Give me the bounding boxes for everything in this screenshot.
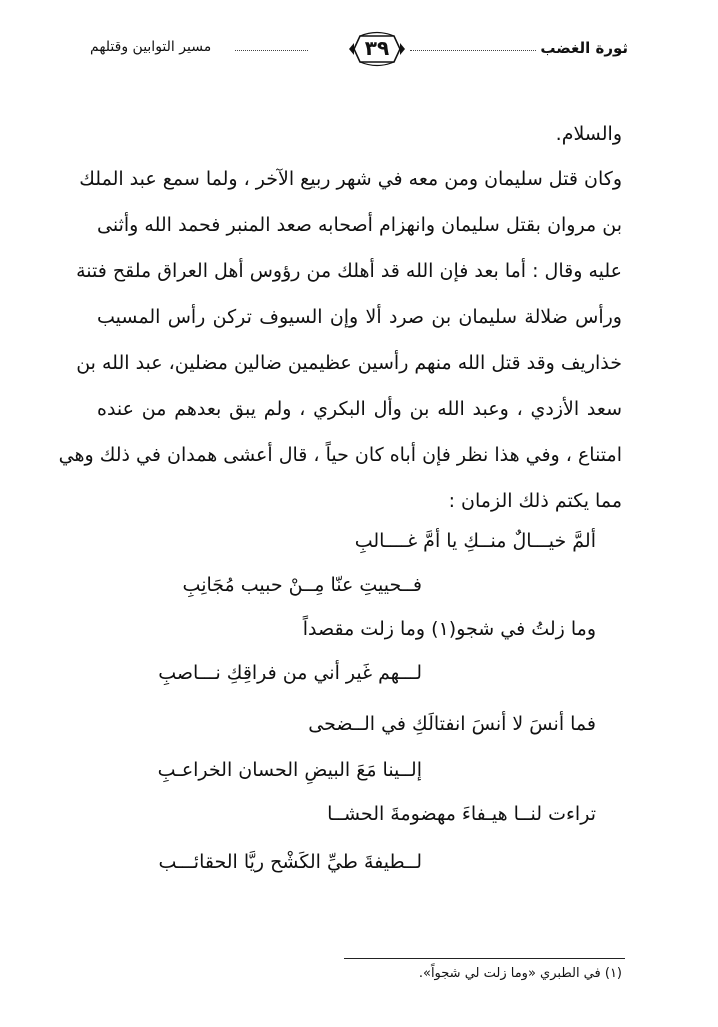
body-line: سعد الأزدي ، وعبد الله بن وأل البكري ، ولم يبق بعدهم من عنده (97, 398, 622, 420)
poem-verse-first-hemistich: وما زلتُ في شجو(١) وما زلت مقصداً (302, 618, 596, 640)
poem-verse-first-hemistich: ألمَّ خيـــالٌ منــكِ يا أمَّ غــــالبِ (354, 530, 596, 552)
body-line: والسلام. (555, 123, 622, 145)
header-dotted-leader-left (235, 50, 308, 51)
body-line: عليه وقال : أما بعد فإن الله قد أهلك من رؤوس أهل العراق ملقح فتنة (76, 260, 622, 282)
page-number: ٣٩ (364, 36, 390, 60)
poem-verse-second-hemistich: لـــهم غَير أني من فراقِكِ نـــاصبِ (158, 662, 422, 684)
running-header (90, 30, 628, 70)
poem-verse-first-hemistich: فما أنسَ لا أنسَ انفتالَكِ في الــضحى (308, 713, 596, 735)
body-line: ورأس ضلالة سليمان بن صرد ألا وإن السيوف تركن رأس المسيب (97, 306, 622, 328)
poem-verse-second-hemistich: فــحييتِ عنّا مِــنْ حبيب مُجَانِبِ (182, 574, 422, 596)
book-title: ثورة الغضب (540, 39, 628, 57)
body-line: امتناع ، وفي هذا نظر فإن أباه كان حياً ، قال أعشى همدان في ذلك وهي (58, 444, 622, 466)
footnote-separator (344, 958, 625, 959)
body-line: وكان قتل سليمان ومن معه في شهر ربيع الآخر ، ولما سمع عبد الملك (79, 168, 622, 190)
body-line: بن مروان بقتل سليمان وانهزام أصحابه صعد المنبر فحمد الله وأثنى (97, 214, 622, 236)
body-line: خذاريف وقد قتل الله منهم رأسين عظيمين ضالين مضلين، عبد الله بن (76, 352, 622, 374)
poem-verse-second-hemistich: إلــينا مَعَ البيضِ الحسان الخراعـبِ (157, 759, 422, 781)
poem-verse-second-hemistich: لــطيفةَ طيِّ الكَشْح ريَّا الحقائـــب (158, 851, 422, 873)
footnote: (١) في الطبري «وما زلت لي شجواً». (418, 966, 622, 981)
chapter-title: مسير التوابين وقتلهم (90, 39, 212, 55)
body-line: مما يكتم ذلك الزمان : (448, 490, 622, 512)
page-number-ornament (346, 30, 408, 68)
poem-verse-first-hemistich: تراءت لنــا هيـفاءَ مهضومةَ الحشــا (327, 803, 596, 825)
header-dotted-leader-right (410, 50, 536, 51)
